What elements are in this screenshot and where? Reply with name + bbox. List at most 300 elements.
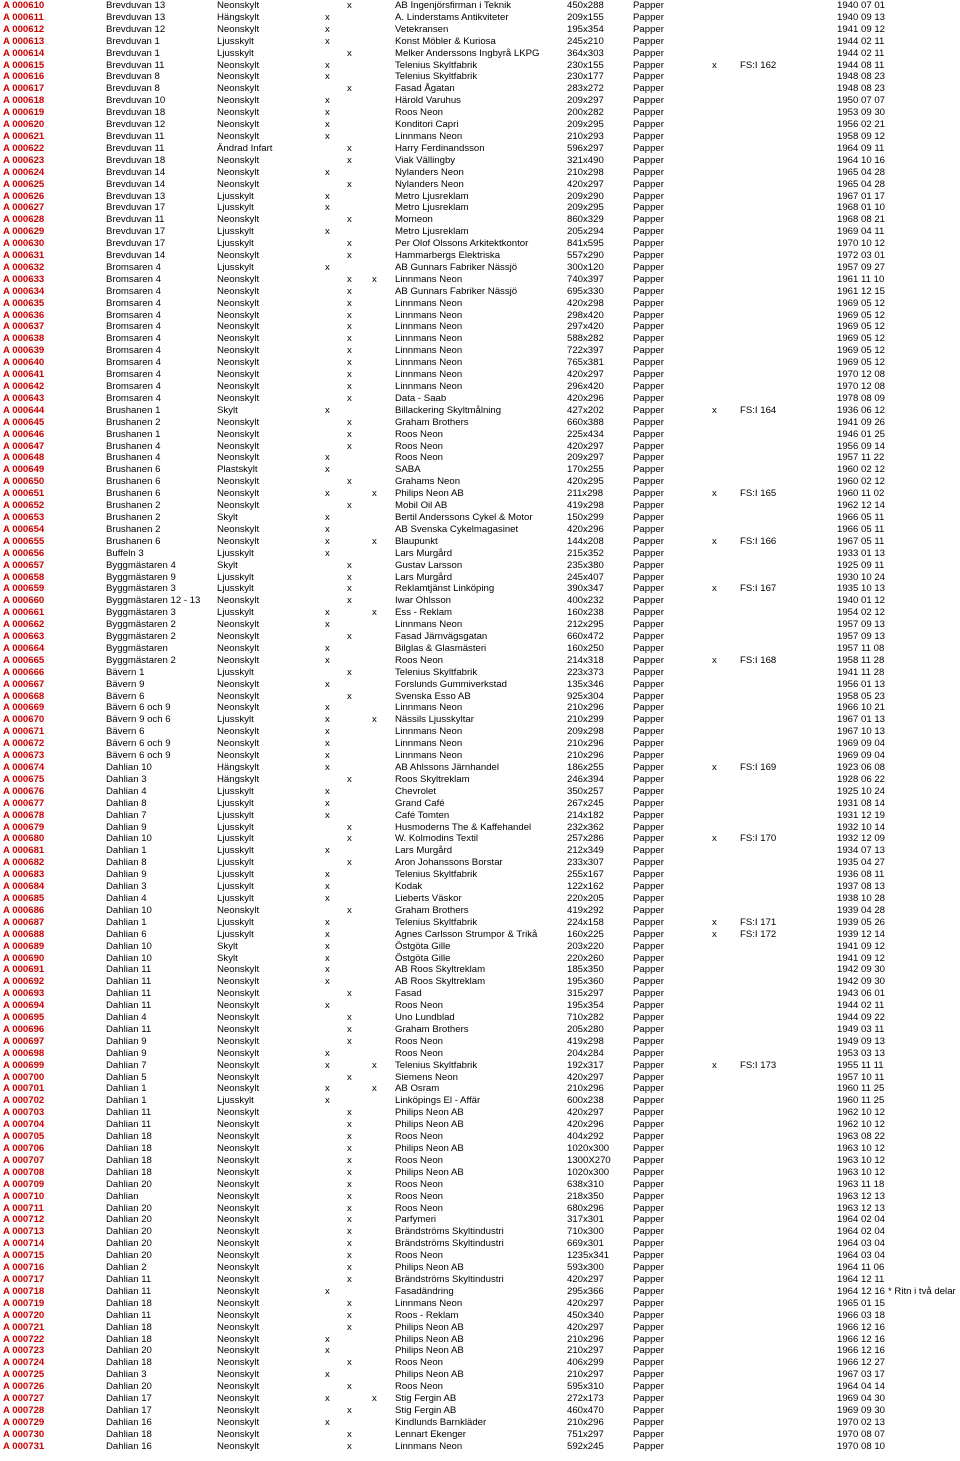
date-cell: 1957 09 13 [837, 619, 886, 631]
table-row [0, 1036, 960, 1048]
mark-b-cell: x [347, 583, 352, 595]
sign-type-cell: Neonskylt [217, 1214, 260, 1226]
material-cell: Papper [633, 261, 664, 273]
mark-a-cell: x [325, 119, 330, 131]
date-cell: 1942 09 30 [837, 964, 886, 976]
table-row [0, 357, 960, 369]
drawing-id-cell: A 000622 [3, 142, 45, 154]
material-cell: Papper [633, 762, 664, 773]
material-cell: Papper [633, 642, 664, 654]
mark-a-cell: x [325, 547, 330, 559]
property-cell: Brushanen 1 [106, 428, 161, 440]
property-cell: Dahlian 11 [106, 1000, 152, 1012]
size-cell: 321x490 [567, 154, 604, 166]
property-cell: Dahlian 18 [106, 1297, 152, 1309]
mark-a-cell: x [325, 952, 330, 964]
table-row [0, 452, 960, 464]
material-cell: Papper [633, 1000, 664, 1012]
drawing-id-cell: A 000670 [3, 714, 45, 726]
sign-type-cell: Ljusskylt [217, 833, 254, 845]
property-cell: Dahlian 18 [106, 1154, 152, 1166]
material-cell: Papper [633, 202, 664, 214]
client-cell: Linnmans Neon [395, 1440, 463, 1452]
size-cell: 186x255 [567, 762, 604, 773]
property-cell: Byggmästaren 12 - 13 [106, 595, 201, 607]
material-cell: Papper [633, 1250, 664, 1262]
sign-type-cell: Neonskylt [217, 250, 260, 262]
property-cell: Bromsaren 4 [106, 285, 161, 297]
drawing-id-cell: A 000652 [3, 500, 45, 512]
material-cell: Papper [633, 1345, 664, 1357]
date-cell: 1961 12 15 [837, 285, 886, 297]
client-cell: Linnmans Neon [395, 619, 463, 631]
date-cell: 1967 03 17 [837, 1369, 886, 1381]
drawing-id-cell: A 000676 [3, 785, 45, 797]
sign-type-cell: Neonskylt [217, 381, 260, 392]
material-cell: Papper [633, 1131, 664, 1143]
size-cell: 209x295 [567, 119, 604, 131]
size-cell: 203x220 [567, 940, 604, 952]
material-cell: Papper [633, 1095, 664, 1107]
client-cell: Roos Neon [395, 1190, 443, 1202]
sign-type-cell: Neonskylt [217, 619, 260, 631]
mark-a-cell: x [325, 166, 330, 178]
size-cell: 192x317 [567, 1059, 604, 1071]
material-cell: Papper [633, 571, 664, 583]
mark-b-cell: x [347, 1214, 352, 1226]
size-cell: 592x245 [567, 1440, 604, 1452]
drawing-id-cell: A 000725 [3, 1369, 45, 1381]
drawing-id-cell: A 000620 [3, 119, 45, 131]
property-cell: Dahlian 20 [106, 1238, 152, 1250]
material-cell: Papper [633, 1023, 664, 1035]
drawing-id-cell: A 000664 [3, 642, 45, 654]
sign-type-cell: Neonskylt [217, 0, 260, 11]
size-cell: 420x297 [567, 1297, 604, 1309]
property-cell: Bromsaren 4 [106, 321, 161, 333]
mark-b-cell: x [347, 1238, 352, 1250]
client-cell: AB Gunnars Fabriker Nässjö [395, 285, 518, 297]
material-cell: Papper [633, 369, 664, 381]
material-cell: Papper [633, 750, 664, 762]
material-cell: Papper [633, 1190, 664, 1202]
table-row [0, 1048, 960, 1060]
property-cell: Dahlian 4 [106, 1012, 147, 1024]
property-cell: Dahlian [106, 1190, 139, 1202]
property-cell: Brevduvan 14 [106, 166, 166, 178]
table-row [0, 714, 960, 726]
sign-type-cell: Neonskylt [217, 1416, 260, 1428]
sign-type-cell: Neonskylt [217, 1285, 260, 1297]
table-row [0, 476, 960, 488]
date-cell: 1941 11 28 [837, 666, 885, 678]
size-cell: 315x297 [567, 988, 604, 1000]
sign-type-cell: Neonskylt [217, 285, 260, 297]
sign-type-cell: Neonskylt [217, 440, 260, 452]
sign-type-cell: Neonskylt [217, 59, 260, 71]
drawing-id-cell: A 000640 [3, 357, 45, 369]
drawing-id-cell: A 000627 [3, 202, 45, 214]
drawing-id-cell: A 000724 [3, 1357, 45, 1369]
size-cell: 210x296 [567, 1416, 604, 1428]
drawing-id-cell: A 000643 [3, 392, 45, 404]
material-cell: Papper [633, 857, 664, 869]
client-cell: Linnmans Neon [395, 321, 463, 333]
property-cell: Dahlian 9 [106, 821, 147, 833]
table-row [0, 631, 960, 643]
sign-type-cell: Neonskylt [217, 1000, 260, 1012]
size-cell: 220x205 [567, 892, 604, 904]
size-cell: 1020x300 [567, 1166, 610, 1178]
client-cell: Vetekransen [395, 23, 449, 35]
sign-type-cell: Neonskylt [217, 1202, 260, 1214]
material-cell: Papper [633, 1107, 664, 1119]
table-row [0, 726, 960, 738]
material-cell: Papper [633, 23, 664, 35]
table-row [0, 536, 960, 548]
mark-d-cell: x [712, 488, 717, 500]
sign-type-cell: Neonskylt [217, 1369, 260, 1381]
mark-a-cell: x [325, 261, 330, 273]
sign-type-cell: Neonskylt [217, 1226, 260, 1238]
size-cell: 710x300 [567, 1226, 604, 1238]
property-cell: Dahlian 11 [106, 1309, 152, 1321]
mark-a-cell: x [325, 750, 330, 762]
mark-a-cell: x [325, 1333, 330, 1345]
size-cell: 300x120 [567, 261, 604, 273]
property-cell: Bävern 9 och 6 [106, 714, 171, 726]
date-cell: 1946 01 25 [837, 428, 886, 440]
size-cell: 406x299 [567, 1357, 604, 1369]
property-cell: Dahlian 16 [106, 1440, 152, 1452]
material-cell: Papper [633, 1083, 664, 1095]
date-cell: 1970 08 07 [837, 1428, 886, 1440]
client-cell: Chevrolet [395, 785, 437, 797]
sign-type-cell: Hängskylt [217, 11, 260, 23]
property-cell: Dahlian 1 [106, 1095, 147, 1107]
sign-type-cell: Ljusskylt [217, 571, 254, 583]
property-cell: Brevduvan 14 [106, 178, 166, 190]
size-cell: 420x297 [567, 1273, 604, 1285]
size-cell: 925x304 [567, 690, 604, 702]
date-cell: 1970 12 08 [837, 369, 886, 381]
sign-type-cell: Neonskylt [217, 166, 260, 178]
mark-b-cell: x [347, 1226, 352, 1238]
client-cell: SABA [395, 464, 421, 476]
mark-b-cell: x [347, 1023, 352, 1035]
table-row [0, 929, 960, 941]
size-cell: 420x297 [567, 440, 604, 452]
size-cell: 209x297 [567, 95, 604, 107]
drawing-id-cell: A 000635 [3, 297, 45, 309]
sign-type-cell: Ljusskylt [217, 881, 254, 893]
table-row [0, 167, 960, 179]
date-cell: 1931 12 19 [837, 809, 886, 821]
property-cell: Dahlian 1 [106, 845, 147, 857]
client-cell: Melker Anderssons Ingbyrå LKPG [395, 47, 540, 59]
size-cell: 557x290 [567, 250, 604, 262]
client-cell: Metro Ljusreklam [395, 190, 469, 202]
sign-type-cell: Ljusskylt [217, 892, 254, 904]
sign-type-cell: Neonskylt [217, 988, 260, 1000]
size-cell: 722x397 [567, 345, 604, 357]
client-cell: Siemens Neon [395, 1071, 458, 1083]
table-row [0, 750, 960, 762]
sign-type-cell: Neonskylt [217, 1107, 260, 1119]
table-row [0, 881, 960, 893]
table-row [0, 321, 960, 333]
client-cell: Graham Brothers [395, 416, 469, 428]
mark-a-cell: x [325, 1369, 330, 1381]
property-cell: Dahlian 20 [106, 1202, 152, 1214]
note-cell: * Ritn i två delar [888, 1285, 956, 1297]
property-cell: Brevduvan 1 [106, 35, 160, 47]
sign-type-cell: Neonskylt [217, 1083, 260, 1095]
mark-b-cell: x [347, 1273, 352, 1285]
drawing-id-cell: A 000679 [3, 821, 45, 833]
drawing-id-cell: A 000631 [3, 250, 45, 262]
material-cell: Papper [633, 619, 664, 631]
material-cell: Papper [633, 583, 664, 595]
material-cell: Papper [633, 654, 664, 666]
drawing-id-cell: A 000629 [3, 226, 45, 238]
date-cell: 1972 03 01 [837, 250, 886, 262]
sign-type-cell: Neonskylt [217, 1166, 260, 1178]
material-cell: Papper [633, 1333, 664, 1345]
sign-type-cell: Neonskylt [217, 1309, 260, 1321]
material-cell: Papper [633, 11, 664, 23]
table-row [0, 179, 960, 191]
sign-type-cell: Neonskylt [217, 95, 260, 107]
table-row [0, 619, 960, 631]
sign-type-cell: Neonskylt [217, 23, 260, 35]
sign-type-cell: Skylt [217, 511, 238, 523]
drawing-id-cell: A 000646 [3, 428, 45, 440]
drawing-id-cell: A 000628 [3, 214, 45, 226]
mark-a-cell: x [325, 535, 330, 547]
mark-b-cell: x [347, 1297, 352, 1309]
table-row [0, 95, 960, 107]
client-cell: Fasad Ågatan [395, 83, 455, 95]
drawing-id-cell: A 000644 [3, 404, 45, 416]
sign-type-cell: Ljusskylt [217, 238, 254, 250]
table-row [0, 1250, 960, 1262]
material-cell: Papper [633, 130, 664, 142]
mark-a-cell: x [325, 71, 330, 83]
sign-type-cell: Neonskylt [217, 1131, 260, 1143]
mark-a-cell: x [325, 107, 330, 119]
client-cell: Roos - Reklam [395, 1309, 459, 1321]
table-row [0, 988, 960, 1000]
drawing-id-cell: A 000663 [3, 631, 45, 643]
drawing-id-cell: A 000638 [3, 333, 45, 345]
drawing-id-cell: A 000661 [3, 607, 45, 619]
client-cell: Kindlunds Barnkläder [395, 1416, 487, 1428]
size-cell: 210x296 [567, 702, 604, 714]
drawing-id-cell: A 000731 [3, 1440, 45, 1452]
sign-type-cell: Neonskylt [217, 1012, 260, 1024]
sign-type-cell: Neonskylt [217, 654, 260, 666]
material-cell: Papper [633, 523, 664, 535]
mark-b-cell: x [347, 1202, 352, 1214]
date-cell: 1936 08 11 [837, 869, 885, 881]
client-cell: Graham Brothers [395, 1023, 469, 1035]
property-cell: Byggmästaren 2 [106, 631, 176, 643]
drawing-id-cell: A 000689 [3, 940, 45, 952]
drawing-id-cell: A 000690 [3, 952, 45, 964]
table-row [0, 1167, 960, 1179]
mark-a-cell: x [325, 1393, 330, 1405]
mark-a-cell: x [325, 762, 330, 773]
date-cell: 1966 12 16 [837, 1345, 886, 1357]
material-cell: Papper [633, 1440, 664, 1452]
sign-type-cell: Neonskylt [217, 595, 260, 607]
material-cell: Papper [633, 476, 664, 488]
drawing-id-cell: A 000651 [3, 488, 45, 500]
table-row [0, 393, 960, 405]
drawing-id-cell: A 000626 [3, 190, 45, 202]
date-cell: 1937 08 13 [837, 881, 886, 893]
drawing-id-cell: A 000615 [3, 59, 45, 71]
drawing-id-cell: A 000693 [3, 988, 45, 1000]
size-cell: 600x238 [567, 1095, 604, 1107]
mark-b-cell: x [347, 690, 352, 702]
date-cell: 1955 11 11 [837, 1059, 884, 1071]
size-cell: 298x420 [567, 309, 604, 321]
drawing-id-cell: A 000700 [3, 1071, 45, 1083]
mark-a-cell: x [325, 940, 330, 952]
date-cell: 1958 05 23 [837, 690, 886, 702]
client-cell: W. Kolmodins Textil [395, 833, 478, 845]
mark-b-cell: x [347, 416, 352, 428]
property-cell: Byggmästaren [106, 642, 168, 654]
size-cell: 205x294 [567, 226, 604, 238]
property-cell: Dahlian 18 [106, 1357, 152, 1369]
sign-type-cell: Neonskylt [217, 1321, 260, 1333]
drawing-id-cell: A 000681 [3, 845, 45, 857]
size-cell: 255x167 [567, 869, 604, 881]
mark-b-cell: x [347, 273, 352, 285]
mark-d-cell: x [712, 928, 717, 940]
size-cell: 209x295 [567, 202, 604, 214]
material-cell: Papper [633, 1297, 664, 1309]
sign-type-cell: Ändrad Infart [217, 142, 273, 154]
table-row [0, 143, 960, 155]
material-cell: Papper [633, 59, 664, 71]
property-cell: Bromsaren 4 [106, 297, 161, 309]
client-cell: Philips Neon AB [395, 1119, 464, 1131]
table-row [0, 298, 960, 310]
size-cell: 230x177 [567, 71, 604, 83]
size-cell: 225x434 [567, 428, 604, 440]
mark-b-cell: x [347, 142, 352, 154]
date-cell: 1960 02 12 [837, 464, 886, 476]
client-cell: Roos Neon [395, 1131, 443, 1143]
drawing-id-cell: A 000707 [3, 1154, 45, 1166]
drawing-id-cell: A 000665 [3, 654, 45, 666]
mark-a-cell: x [325, 511, 330, 523]
client-cell: AB Osram [395, 1083, 440, 1095]
property-cell: Bävern 6 [106, 690, 145, 702]
drawing-id-cell: A 000694 [3, 1000, 45, 1012]
date-cell: 1965 04 28 [837, 166, 886, 178]
mark-a-cell: x [325, 642, 330, 654]
drawing-id-cell: A 000660 [3, 595, 45, 607]
material-cell: Papper [633, 690, 664, 702]
table-row [0, 702, 960, 714]
material-cell: Papper [633, 95, 664, 107]
material-cell: Papper [633, 440, 664, 452]
size-cell: 204x284 [567, 1047, 604, 1059]
mark-d-cell: x [712, 833, 717, 845]
material-cell: Papper [633, 1035, 664, 1047]
material-cell: Papper [633, 1202, 664, 1214]
mark-a-cell: x [325, 1095, 330, 1107]
size-cell: 420x296 [567, 1119, 604, 1131]
client-cell: Roos Skyltreklam [395, 773, 470, 785]
size-cell: 450x340 [567, 1309, 604, 1321]
material-cell: Papper [633, 1143, 664, 1154]
mark-a-cell: x [325, 964, 330, 976]
material-cell: Papper [633, 47, 664, 59]
client-cell: AB Roos Skyltreklam [395, 976, 486, 988]
mark-a-cell: x [325, 785, 330, 797]
material-cell: Papper [633, 321, 664, 333]
material-cell: Papper [633, 1416, 664, 1428]
property-cell: Brevduvan 11 [106, 142, 165, 154]
property-cell: Brevduvan 11 [106, 59, 165, 71]
drawing-id-cell: A 000712 [3, 1214, 45, 1226]
sign-type-cell: Neonskylt [217, 1119, 260, 1131]
size-cell: 595x310 [567, 1381, 604, 1393]
table-row [0, 1345, 960, 1357]
table-row [0, 131, 960, 143]
property-cell: Brevduvan 12 [106, 23, 166, 35]
client-cell: Lars Murgård [395, 571, 453, 583]
table-row [0, 226, 960, 238]
size-cell: 144x208 [567, 535, 604, 547]
date-cell: 1925 10 24 [837, 785, 886, 797]
mark-d-cell: x [712, 1059, 717, 1071]
mark-a-cell: x [325, 809, 330, 821]
property-cell: Bävern 6 [106, 726, 145, 738]
client-cell: Hammarbergs Elektriska [395, 250, 501, 262]
client-cell: Roos Neon [395, 1250, 443, 1262]
size-cell: 246x394 [567, 773, 604, 785]
material-cell: Papper [633, 1154, 664, 1166]
mark-b-cell: x [347, 1321, 352, 1333]
drawing-id-cell: A 000625 [3, 178, 45, 190]
client-cell: Roos Neon [395, 1357, 443, 1369]
sign-type-cell: Neonskylt [217, 488, 260, 500]
size-cell: 218x350 [567, 1190, 604, 1202]
property-cell: Bromsaren 4 [106, 261, 161, 273]
table-row [0, 1381, 960, 1393]
date-cell: 1963 10 12 [837, 1154, 886, 1166]
property-cell: Dahlian 17 [106, 1393, 152, 1405]
table-row [0, 1310, 960, 1322]
date-cell: 1941 09 26 [837, 416, 886, 428]
drawing-id-cell: A 000719 [3, 1297, 45, 1309]
mark-b-cell: x [347, 1428, 352, 1440]
mark-a-cell: x [325, 23, 330, 35]
date-cell: 1939 05 26 [837, 916, 886, 928]
material-cell: Papper [633, 381, 664, 392]
size-cell: 596x297 [567, 142, 604, 154]
drawing-id-cell: A 000618 [3, 95, 45, 107]
table-row [0, 964, 960, 976]
property-cell: Dahlian 1 [106, 916, 147, 928]
